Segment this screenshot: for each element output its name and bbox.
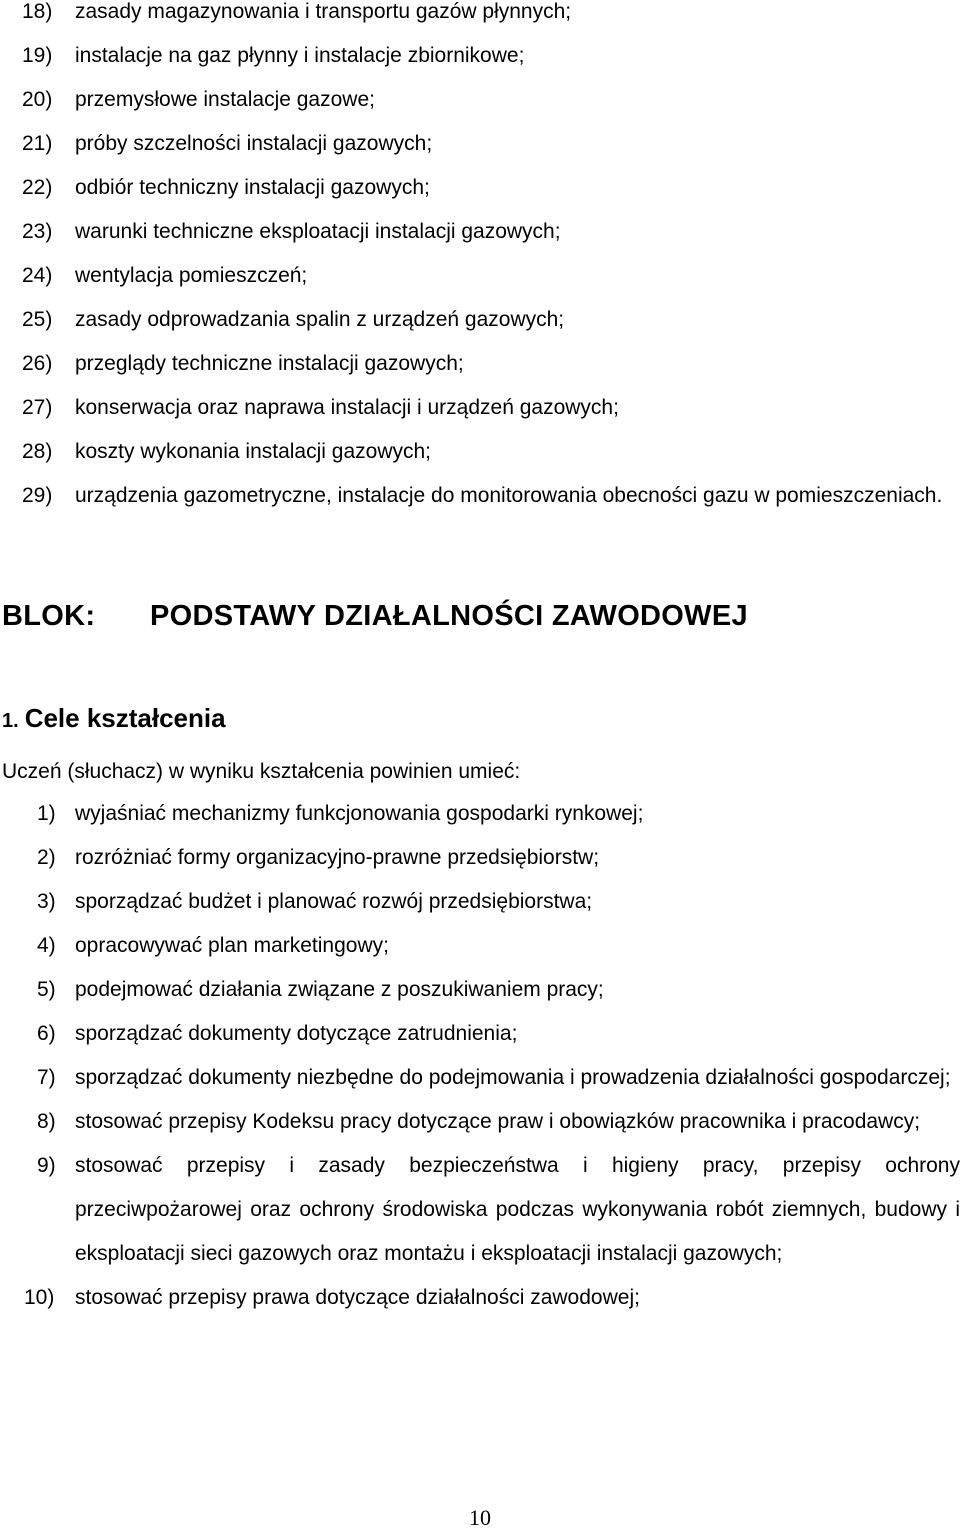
item-number: 9) [37, 1154, 56, 1177]
item-text: stosować przepisy Kodeksu pracy dotyczące praw i obowiązków pracownika i pracodawcy; [75, 1110, 921, 1133]
item-number: 21) [22, 132, 53, 155]
list-item [0, 1012, 960, 1056]
list-item [22, 210, 960, 254]
item-text: stosować przepisy prawa dotyczące działalności zawodowej; [75, 1286, 640, 1309]
item-text: przeglądy techniczne instalacji gazowych; [75, 352, 464, 375]
list-item [0, 880, 960, 924]
list-item [22, 474, 960, 518]
item-text: zasady magazynowania i transportu gazów płynnych; [75, 0, 572, 23]
item-text: odbiór techniczny instalacji gazowych; [75, 176, 430, 199]
section-heading [2, 703, 226, 734]
item-number: 8) [37, 1110, 56, 1133]
item-number: 2) [37, 846, 56, 869]
item-text: koszty wykonania instalacji gazowych; [75, 440, 431, 463]
item-number: 10) [24, 1286, 55, 1309]
item-number: 25) [22, 308, 53, 331]
list-item [22, 166, 960, 210]
item-text: sporządzać dokumenty dotyczące zatrudnienia; [75, 1022, 518, 1045]
item-text: wentylacja pomieszczeń; [75, 264, 308, 287]
item-number: 1) [37, 802, 56, 825]
block-label: BLOK: [2, 600, 96, 632]
item-number: 5) [37, 978, 56, 1001]
list-item [22, 122, 960, 166]
item-text: konserwacja oraz naprawa instalacji i urządzeń gazowych; [75, 396, 619, 419]
list-item [0, 1100, 960, 1144]
item-text: wyjaśniać mechanizmy funkcjonowania gospodarki rynkowej; [75, 802, 644, 825]
list-item [0, 1056, 960, 1100]
top-list [22, 0, 960, 518]
list-item [0, 792, 960, 836]
item-text: opracowywać plan marketingowy; [75, 934, 389, 957]
bottom-list [0, 792, 960, 1320]
item-text: rozróżniać formy organizacyjno-prawne przedsiębiorstw; [75, 846, 600, 869]
list-item [0, 1276, 960, 1320]
item-text: przemysłowe instalacje gazowe; [75, 88, 375, 111]
list-item [22, 342, 960, 386]
page-number: 10 [469, 1505, 491, 1530]
item-number: 4) [37, 934, 56, 957]
item-number: 29) [22, 484, 53, 507]
list-item [22, 298, 960, 342]
item-text: próby szczelności instalacji gazowych; [75, 132, 433, 155]
block-heading [2, 600, 960, 633]
list-item [0, 836, 960, 880]
list-item [0, 968, 960, 1012]
item-number: 23) [22, 220, 53, 243]
section-title: Cele kształcenia [24, 703, 226, 733]
item-number: 27) [22, 396, 53, 419]
item-number: 3) [37, 890, 56, 913]
item-number: 24) [22, 264, 53, 287]
list-item [0, 924, 960, 968]
item-number: 20) [22, 88, 53, 111]
list-item [22, 254, 960, 298]
list-item [22, 0, 960, 34]
item-text: urządzenia gazometryczne, instalacje do monitorowania obecności gazu w pomieszczeniach. [75, 484, 943, 507]
item-number: 19) [22, 44, 53, 67]
item-text: zasady odprowadzania spalin z urządzeń gazowych; [75, 308, 565, 331]
item-number: 6) [37, 1022, 56, 1045]
list-item [22, 78, 960, 122]
item-text: warunki techniczne eksploatacji instalacji gazowych; [75, 220, 561, 243]
item-text: sporządzać budżet i planować rozwój przedsiębiorstwa; [75, 890, 593, 913]
item-number: 22) [22, 176, 53, 199]
list-item [22, 386, 960, 430]
list-item [0, 1144, 960, 1276]
item-text: instalacje na gaz płynny i instalacje zbiornikowe; [75, 44, 525, 67]
item-number: 7) [37, 1066, 56, 1089]
intro-text: Uczeń (słuchacz) w wyniku kształcenia powinien umieć: [2, 760, 521, 783]
block-title: PODSTAWY DZIAŁALNOŚCI ZAWODOWEJ [150, 600, 748, 632]
list-item [22, 34, 960, 78]
section-number: 1. [2, 710, 19, 732]
item-number: 26) [22, 352, 53, 375]
item-text: stosować przepisy i zasady bezpieczeństwa i higieny pracy, przepisy ochrony przeciwpożarowej oraz ochrony środowiska podczas wykonywania robót ziemnych, budowy i eksploatacji sieci gazowych oraz montażu i eksploatacji instalacji gazowych; [75, 1154, 960, 1265]
item-text: podejmować działania związane z poszukiwaniem pracy; [75, 978, 604, 1001]
item-number: 28) [22, 440, 53, 463]
item-number: 18) [22, 0, 53, 23]
list-item [22, 430, 960, 474]
item-text: sporządzać dokumenty niezbędne do podejmowania i prowadzenia działalności gospodarczej; [75, 1066, 951, 1089]
